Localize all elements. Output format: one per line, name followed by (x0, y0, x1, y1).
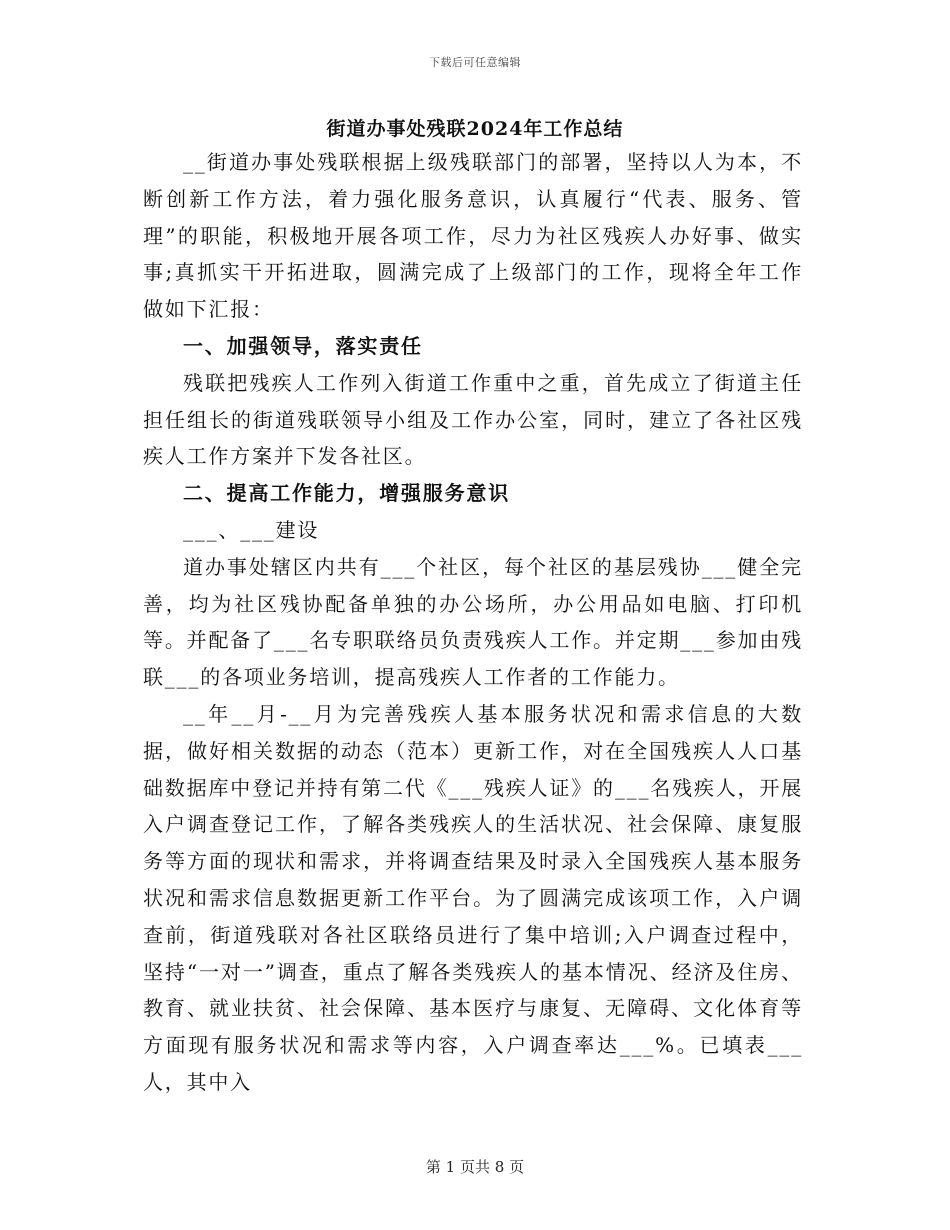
section-heading-1: 一、加强领导，落实责任 (183, 333, 423, 358)
section-1-paragraph: 残联把残疾人工作列入街道工作重中之重，首先成立了街道主任担任组长的街道残联领导小组及工作办公室，同时，建立了各社区残疾人工作方案并下发各社区。 (143, 370, 803, 469)
header-note: 下载后可任意编辑 (429, 56, 521, 69)
section-heading-2: 二、提高工作能力，增强服务意识 (183, 481, 510, 506)
page-number: 第 1 页共 8 页 (425, 1158, 525, 1176)
document-body (143, 144, 803, 1101)
document-title: 街道办事处残联2024年工作总结 (326, 118, 624, 140)
section-2-paragraph-2: __年__月-__月为完善残疾人基本服务状况和需求信息的大数据，做好相关数据的动态（范本）更新工作，对在全国残疾人人口基础数据库中登记并持有第二代《___残疾人证》的___名残疾人，开展入户调查登记工作，了解各类残疾人的生活状况、社会保障、康复服务等方面的现状和需求，并将调查结果及时录入全国残疾人基本服务状况和需求信息数据更新工作平台。为了圆满完成该项工作，入户调查前，街道残联对各社区联络员进行了集中培训;入户调查过程中，坚持“一对一”调查，重点了解各类残疾人的基本情况、经济及住房、教育、就业扶贫、社会保障、基本医疗与康复、无障碍、文化体育等方面现有服务状况和需求等内容，入户调查率达___%。已填表___人，其中入 (143, 701, 803, 1094)
subsection-heading: ___、___建设 (183, 517, 320, 542)
section-2-paragraph-1: 道办事处辖区内共有___个社区，每个社区的基层残协___健全完善，均为社区残协配备单独的办公场所，办公用品如电脑、打印机等。并配备了___名专职联络员负责残疾人工作。并定期___参加由残联___的各项业务培训，提高残疾人工作者的工作能力。 (143, 554, 803, 690)
intro-paragraph: __街道办事处残联根据上级残联部门的部署，坚持以人为本，不断创新工作方法，着力强化服务意识，认真履行“代表、服务、管理”的职能，积极地开展各项工作，尽力为社区残疾人办好事、做实事;真抓实干开拓进取，圆满完成了上级部门的工作，现将全年工作做如下汇报： (143, 150, 803, 322)
